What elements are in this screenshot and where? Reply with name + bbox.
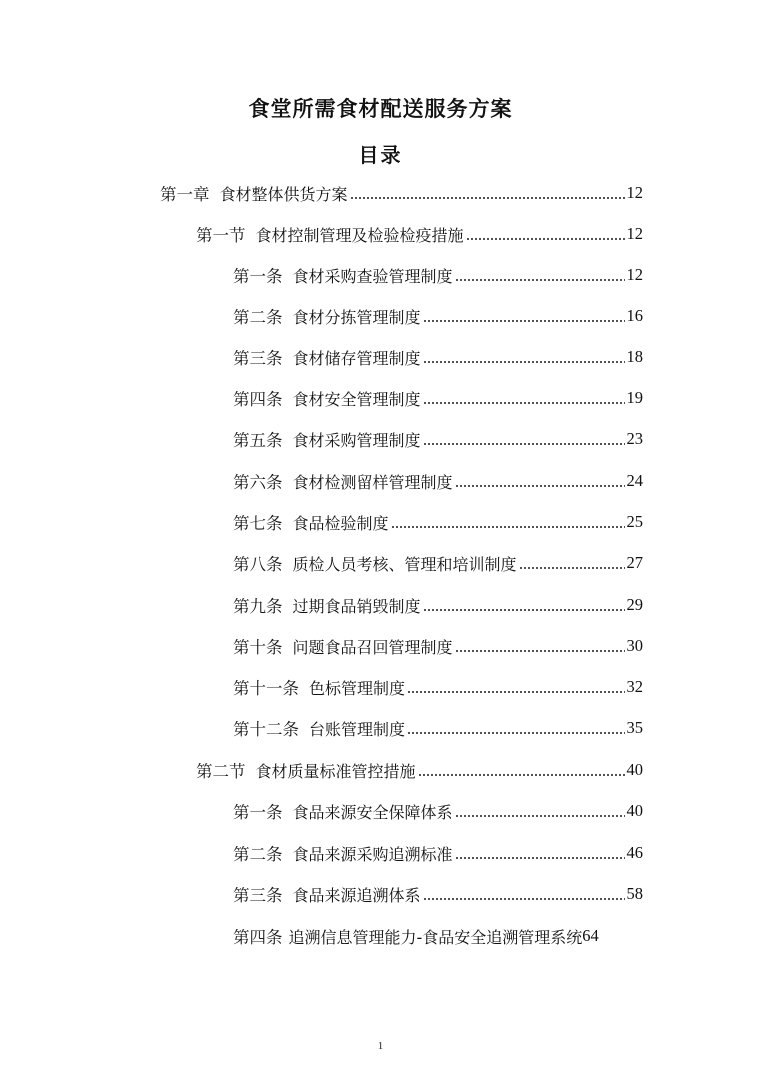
toc-entry-article[interactable] bbox=[233, 838, 643, 868]
toc-entry-title: 食品检验制度 bbox=[292, 513, 389, 533]
toc-entry-page: 40 bbox=[626, 801, 643, 820]
toc-entry-section-1[interactable] bbox=[196, 219, 643, 249]
toc-entry-number: 第十二条 bbox=[233, 720, 299, 739]
toc-entry-title: 色标管理制度 bbox=[309, 678, 406, 698]
toc-entry-title: 食品来源采购追溯标准 bbox=[292, 844, 453, 864]
toc-entry-number: 第一节 bbox=[196, 226, 246, 245]
dot-leader bbox=[519, 567, 625, 569]
dot-leader bbox=[455, 485, 625, 487]
toc-entry-number: 第四条 bbox=[233, 928, 283, 947]
toc-entry-title: 质检人员考核、管理和培训制度 bbox=[292, 554, 517, 574]
document-title: 食堂所需食材配送服务方案 bbox=[248, 97, 513, 121]
toc-entry-number: 第八条 bbox=[233, 555, 283, 574]
toc-entry-article[interactable] bbox=[233, 672, 643, 702]
toc-entry-title: 食材整体供货方案 bbox=[219, 184, 348, 204]
toc-entry-title: 食材质量标准管控措施 bbox=[255, 761, 416, 781]
toc-entry-number: 第一章 bbox=[160, 185, 210, 204]
toc-entry-title: 过期食品销毁制度 bbox=[292, 596, 421, 616]
toc-entry-number: 第七条 bbox=[233, 514, 283, 533]
toc-entry-article[interactable] bbox=[233, 590, 643, 620]
toc-entry-title: 食材检测留样管理制度 bbox=[292, 472, 453, 492]
toc-entry-page: 58 bbox=[626, 884, 643, 903]
toc-entry-title: 食材储存管理制度 bbox=[292, 348, 421, 368]
toc-entry-number: 第四条 bbox=[233, 390, 283, 409]
toc-entry-title: 追溯信息管理能力-食品安全追溯管理系统 bbox=[288, 927, 583, 947]
toc-entry-title: 食材控制管理及检验检疫措施 bbox=[255, 225, 464, 245]
toc-entry-title: 食材采购管理制度 bbox=[292, 430, 421, 450]
toc-entry-article[interactable] bbox=[233, 342, 643, 372]
toc-entry-number: 第六条 bbox=[233, 473, 283, 492]
dot-leader bbox=[407, 691, 624, 693]
toc-entry-number: 第三条 bbox=[233, 886, 283, 905]
dot-leader bbox=[455, 650, 625, 652]
toc-entry-page: 64 bbox=[582, 926, 599, 945]
toc-entry-number: 第三条 bbox=[233, 349, 283, 368]
toc-entry-article[interactable] bbox=[233, 507, 643, 537]
toc-entry-title: 食品来源追溯体系 bbox=[292, 885, 421, 905]
toc-entry-page: 16 bbox=[626, 306, 643, 325]
toc-entry-page: 12 bbox=[626, 224, 643, 243]
toc-entry-article[interactable] bbox=[233, 424, 643, 454]
toc-entry-page: 35 bbox=[626, 718, 643, 737]
toc-entry-section-2[interactable] bbox=[196, 755, 643, 785]
dot-leader bbox=[423, 361, 625, 363]
toc-entry-number: 第一条 bbox=[233, 803, 283, 822]
toc-entry-article[interactable] bbox=[233, 631, 643, 661]
toc-entry-page: 27 bbox=[626, 553, 643, 572]
toc-entry-chapter-1[interactable] bbox=[160, 178, 643, 208]
toc-entry-number: 第十条 bbox=[233, 638, 283, 657]
dot-leader bbox=[466, 238, 625, 240]
toc-entry-article[interactable] bbox=[233, 466, 643, 496]
toc-entry-article[interactable] bbox=[233, 921, 663, 951]
toc-entry-page: 23 bbox=[626, 429, 643, 448]
dot-leader bbox=[423, 898, 625, 900]
toc-entry-page: 30 bbox=[626, 636, 643, 655]
toc-entry-number: 第一条 bbox=[233, 267, 283, 286]
toc-entry-page: 12 bbox=[626, 183, 643, 202]
toc-entry-page: 12 bbox=[626, 265, 643, 284]
dot-leader bbox=[423, 402, 625, 404]
toc-entry-title: 问题食品召回管理制度 bbox=[292, 637, 453, 657]
toc-entry-title: 食品来源安全保障体系 bbox=[292, 802, 453, 822]
toc-entry-number: 第五条 bbox=[233, 431, 283, 450]
toc-entry-article[interactable] bbox=[233, 713, 643, 743]
toc-entry-number: 第二条 bbox=[233, 308, 283, 327]
dot-leader bbox=[423, 609, 625, 611]
dot-leader bbox=[350, 197, 625, 199]
toc-entry-page: 24 bbox=[626, 471, 643, 490]
toc-entry-title: 食材安全管理制度 bbox=[292, 389, 421, 409]
toc-entry-title: 食材采购查验管理制度 bbox=[292, 266, 453, 286]
dot-leader bbox=[423, 320, 625, 322]
dot-leader bbox=[455, 279, 625, 281]
toc-entry-title: 食材分拣管理制度 bbox=[292, 307, 421, 327]
dot-leader bbox=[423, 443, 625, 445]
toc-entry-page: 29 bbox=[626, 595, 643, 614]
toc-entry-article[interactable] bbox=[233, 260, 643, 290]
toc-entry-number: 第二条 bbox=[233, 845, 283, 864]
toc-entry-page: 25 bbox=[626, 512, 643, 531]
toc-entry-article[interactable] bbox=[233, 548, 643, 578]
dot-leader bbox=[455, 815, 625, 817]
toc-entry-number: 第二节 bbox=[196, 762, 246, 781]
toc-entry-article[interactable] bbox=[233, 796, 643, 826]
toc-entry-number: 第十一条 bbox=[233, 679, 299, 698]
toc-entry-article[interactable] bbox=[233, 383, 643, 413]
toc-entry-title: 台账管理制度 bbox=[309, 719, 406, 739]
page-number: 1 bbox=[377, 1040, 384, 1052]
dot-leader bbox=[391, 526, 625, 528]
toc-entry-page: 19 bbox=[626, 388, 643, 407]
toc-entry-number: 第九条 bbox=[233, 597, 283, 616]
toc-entry-page: 46 bbox=[626, 843, 643, 862]
dot-leader bbox=[418, 774, 625, 776]
dot-leader bbox=[407, 732, 624, 734]
toc-entry-article[interactable] bbox=[233, 879, 643, 909]
toc-entry-page: 32 bbox=[626, 677, 643, 696]
toc-entry-page: 18 bbox=[626, 347, 643, 366]
toc-entry-page: 40 bbox=[626, 760, 643, 779]
toc-entry-article[interactable] bbox=[233, 301, 643, 331]
toc-heading: 目录 bbox=[358, 143, 403, 167]
dot-leader bbox=[455, 857, 625, 859]
